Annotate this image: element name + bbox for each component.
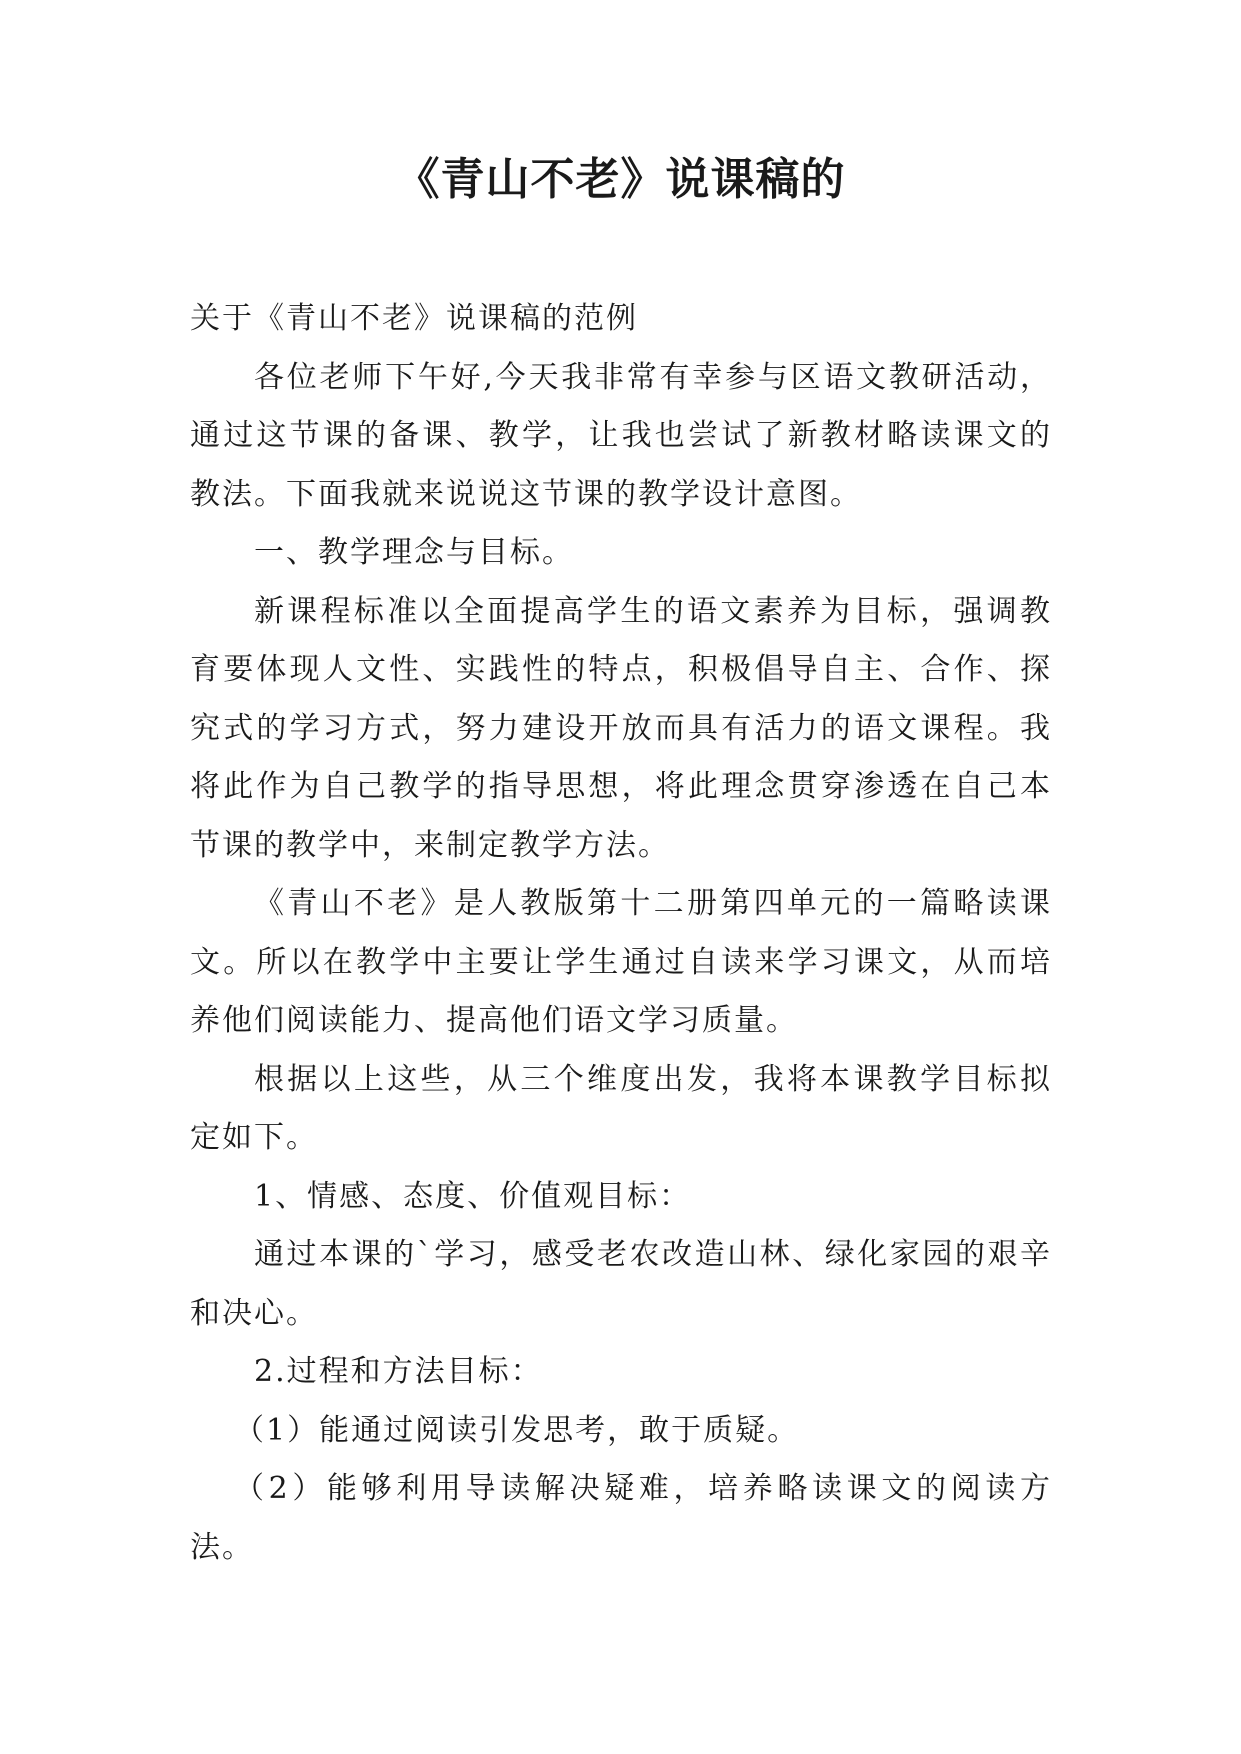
goal-heading-2: 2.过程和方法目标：	[254, 1354, 543, 1389]
goal-2-item-2: （2）能够利用导读解决疑难，培养略读课文的阅读方法。	[190, 1471, 1052, 1565]
paragraph-lesson-intro: 《青山不老》是人教版第十二册第四单元的一篇略读课文。所以在教学中主要让学生通过自读来学习课文，从而培养他们阅读能力、提高他们语文学习质量。	[190, 886, 1052, 1038]
document-body	[190, 290, 1052, 1577]
section-heading-1: 一、教学理念与目标。	[254, 535, 574, 570]
goal-1-text: 通过本课的`学习，感受老农改造山林、绿化家园的艰辛和决心。	[190, 1237, 1052, 1331]
goal-heading-1: 1、情感、态度、价值观目标：	[254, 1178, 692, 1214]
document-title: 《青山不老》说课稿的	[395, 154, 846, 205]
paragraph-curriculum: 新课程标准以全面提高学生的语文素养为目标，强调教育要体现人文性、实践性的特点，积极倡导自主、合作、探究式的学习方式，努力建设开放而具有活力的语文课程。我将此作为自己教学的指导思想，将此理念贯穿渗透在自己本节课的教学中，来制定教学方法。	[190, 593, 1052, 863]
intro-line: 关于《青山不老》说课稿的范例	[190, 301, 638, 336]
paragraph-goals-intro: 根据以上这些，从三个维度出发，我将本课教学目标拟定如下。	[190, 1061, 1052, 1155]
paragraph-greeting: 各位老师下午好,今天我非常有幸参与区语文教研活动，通过这节课的备课、教学，让我也尝试了新教材略读课文的教法。下面我就来说说这节课的教学设计意图。	[190, 359, 1052, 512]
goal-2-item-1: （1）能通过阅读引发思考，敢于质疑。	[234, 1412, 800, 1448]
